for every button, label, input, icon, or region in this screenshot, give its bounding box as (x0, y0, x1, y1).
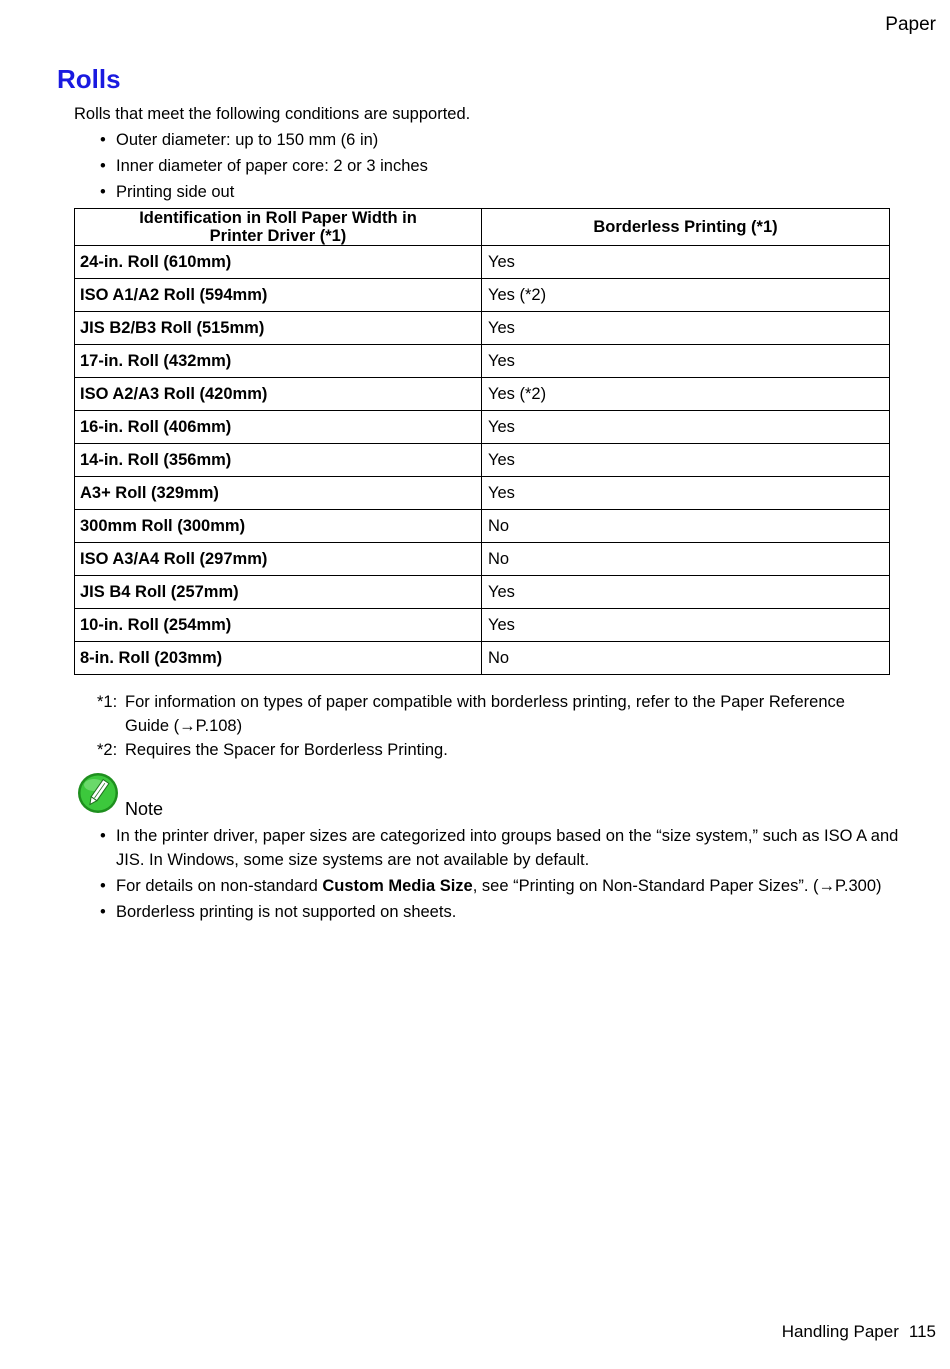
page-number: 115 (908, 1322, 936, 1341)
table-row (75, 510, 890, 543)
roll-id-cell: 14-in. Roll (356mm) (75, 444, 482, 477)
roll-id-cell: 17-in. Roll (432mm) (75, 345, 482, 378)
borderless-cell: Yes (482, 246, 890, 279)
note-list (100, 824, 900, 926)
borderless-cell: No (482, 510, 890, 543)
borderless-cell: Yes (482, 477, 890, 510)
borderless-cell: Yes (482, 312, 890, 345)
roll-id-cell: ISO A1/A2 Roll (594mm) (75, 279, 482, 312)
borderless-cell: Yes (482, 609, 890, 642)
footnote-mark: *2: (97, 741, 118, 759)
roll-id-cell: A3+ Roll (329mm) (75, 477, 482, 510)
roll-id-cell: ISO A3/A4 Roll (297mm) (75, 543, 482, 576)
roll-id-cell: JIS B4 Roll (257mm) (75, 576, 482, 609)
table-row (75, 642, 890, 675)
pencil-note-icon (77, 772, 119, 814)
note-item: • Borderless printing is not supported on sheets. (100, 900, 900, 924)
footer-label: Handling Paper (781, 1322, 899, 1341)
note-label: Note (125, 799, 164, 819)
borderless-cell: Yes (482, 576, 890, 609)
roll-id-cell: 16-in. Roll (406mm) (75, 411, 482, 444)
borderless-cell: Yes (482, 411, 890, 444)
custom-media-size-term: Custom Media Size (322, 877, 473, 895)
table-row (75, 312, 890, 345)
footnote (97, 738, 887, 762)
footnote (97, 690, 887, 738)
intro-text: Rolls that meet the following conditions are supported. (74, 105, 471, 123)
borderless-cell: Yes (482, 345, 890, 378)
page-footer (782, 1322, 936, 1342)
note-text: For details on non-standard (116, 877, 323, 895)
roll-id-cell: JIS B2/B3 Roll (515mm) (75, 312, 482, 345)
conditions-list (100, 130, 428, 208)
borderless-cell: No (482, 642, 890, 675)
table-row (75, 378, 890, 411)
roll-id-cell: 24-in. Roll (610mm) (75, 246, 482, 279)
table-row (75, 477, 890, 510)
borderless-cell: Yes (*2) (482, 378, 890, 411)
roll-table (74, 208, 890, 675)
page-title: Rolls (57, 64, 121, 94)
header-roll-width: Identification in Roll Paper Width in Printer Driver (*1) (75, 209, 482, 246)
table-row (75, 576, 890, 609)
table-row (75, 444, 890, 477)
footnote-text: Requires the Spacer for Borderless Printing. (125, 741, 448, 759)
borderless-cell: Yes (*2) (482, 279, 890, 312)
table-row (75, 246, 890, 279)
condition-item: • Inner diameter of paper core: 2 or 3 inches (100, 156, 428, 182)
table-row (75, 279, 890, 312)
footnote-mark: *1: (97, 693, 118, 711)
running-header: Paper (885, 14, 936, 35)
roll-id-cell: ISO A2/A3 Roll (420mm) (75, 378, 482, 411)
table-header-row (75, 209, 890, 246)
borderless-cell: Yes (482, 444, 890, 477)
table-row (75, 345, 890, 378)
condition-item: • Printing side out (100, 182, 428, 208)
note-text: , see “Printing on Non-Standard Paper Sizes”. (→P.300) (472, 877, 882, 895)
table-row (75, 411, 890, 444)
table-row (75, 543, 890, 576)
footnotes (97, 690, 887, 762)
roll-id-cell: 300mm Roll (300mm) (75, 510, 482, 543)
note-item: • In the printer driver, paper sizes are categorized into groups based on the “size system,” such as ISO A and JIS. In Windows, some size systems are not available by default. (100, 824, 900, 872)
header-borderless: Borderless Printing (*1) (482, 209, 890, 246)
condition-item: • Outer diameter: up to 150 mm (6 in) (100, 130, 428, 156)
roll-id-cell: 10-in. Roll (254mm) (75, 609, 482, 642)
table-row (75, 609, 890, 642)
footnote-text: For information on types of paper compatible with borderless printing, refer to the Paper Reference Guide (→P.108) (125, 693, 845, 735)
note-item (100, 874, 900, 898)
borderless-cell: No (482, 543, 890, 576)
roll-id-cell: 8-in. Roll (203mm) (75, 642, 482, 675)
